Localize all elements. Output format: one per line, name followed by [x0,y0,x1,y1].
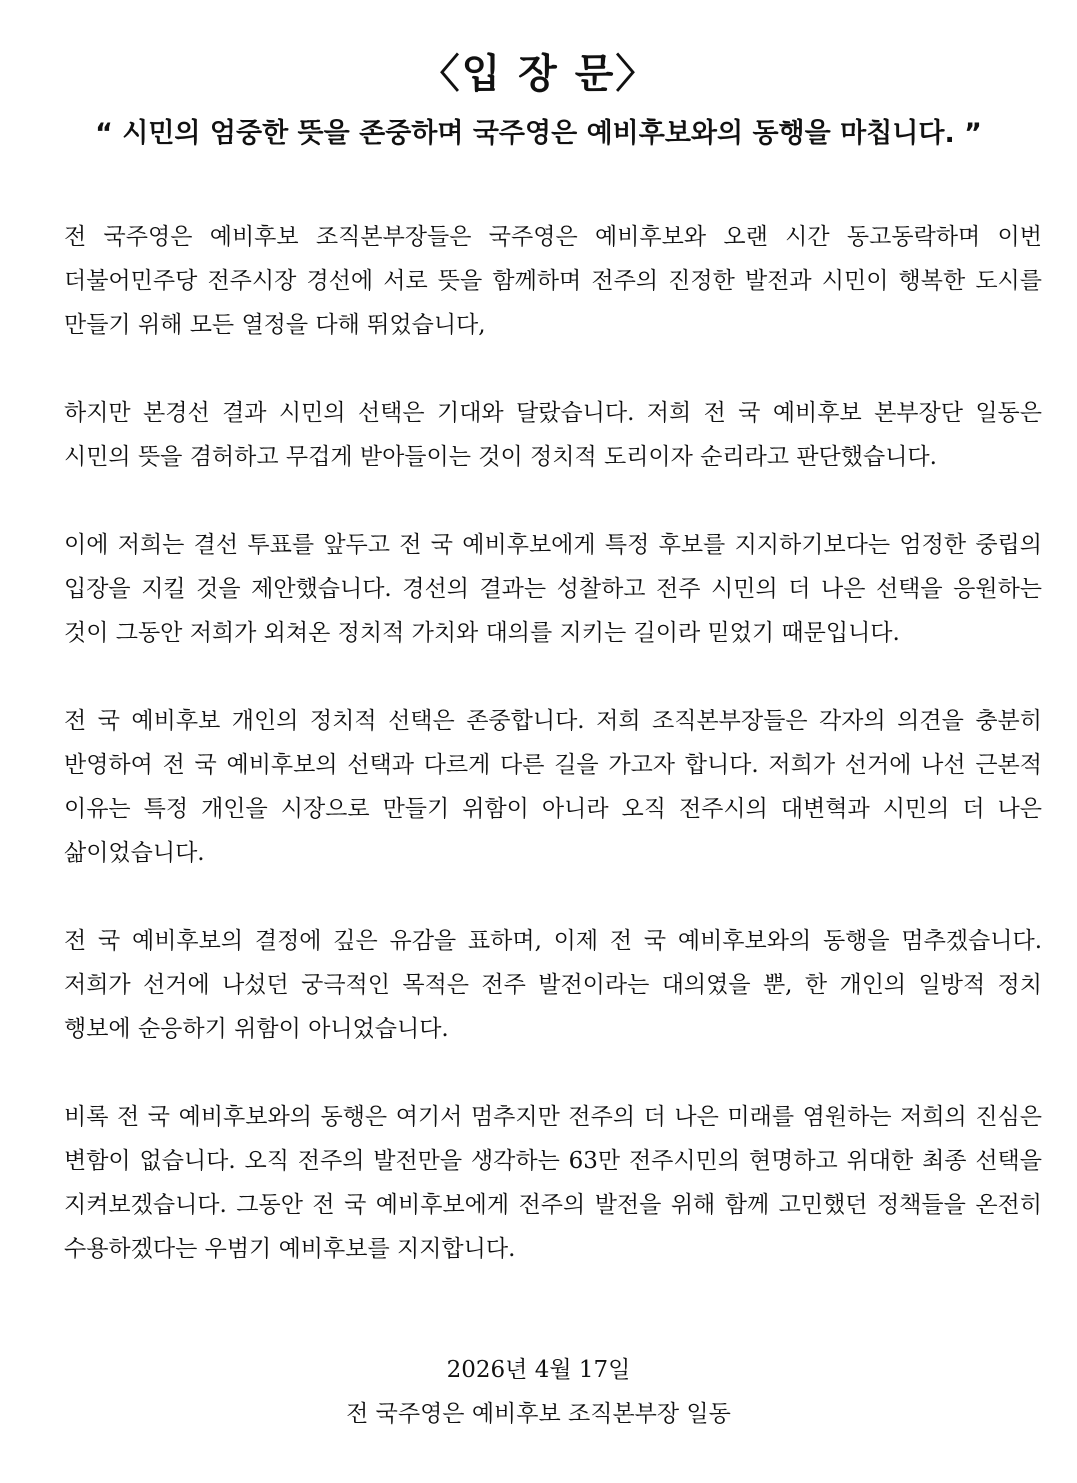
document-body [64,215,1042,1315]
document-footer [0,1348,1077,1436]
paragraph: 전 국주영은 예비후보 조직본부장들은 국주영은 예비후보와 오랜 시간 동고동락하며 이번 더불어민주당 전주시장 경선에 서로 뜻을 함께하며 전주의 진정한 발전과 시민이 행복한 도시를 만들기 위해 모든 열정을 다해 뛰었습니다, [64,224,1042,338]
paragraph: 하지만 본경선 결과 시민의 선택은 기대와 달랐습니다. 저희 전 국 예비후보 본부장단 일동은 시민의 뜻을 겸허하고 무겁게 받아들이는 것이 정치적 도리이자 순리라고 판단했습니다. [64,400,1042,470]
paragraph: 전 국 예비후보 개인의 정치적 선택은 존중합니다. 저희 조직본부장들은 각자의 의견을 충분히 반영하여 전 국 예비후보의 선택과 다르게 다른 길을 가고자 합니다. 저희가 선거에 나선 근본적 이유는 특정 개인을 시장으로 만들기 위함이 아니라 오직 전주시의 대변혁과 시민의 더 나은 삶이었습니다. [64,708,1042,866]
document-title: 〈입 장 문〉 [419,51,658,97]
document-signature: 전 국주영은 예비후보 조직본부장 일동 [346,1401,731,1427]
document-subtitle: “ 시민의 엄중한 뜻을 존중하며 국주영은 예비후보와의 동행을 마칩니다. ” [95,118,982,149]
document-date: 2026년 4월 17일 [446,1357,631,1383]
paragraph: 비록 전 국 예비후보와의 동행은 여기서 멈추지만 전주의 더 나은 미래를 염원하는 저희의 진심은 변함이 없습니다. 오직 전주의 발전만을 생각하는 63만 전주시민의 현명하고 위대한 최종 선택을 지켜보겠습니다. 그동안 전 국 예비후보에게 전주의 발전을 위해 함께 고민했던 정책들을 온전히 수용하겠다는 우범기 예비후보를 지지합니다. [64,1104,1042,1262]
paragraph: 이에 저희는 결선 투표를 앞두고 전 국 예비후보에게 특정 후보를 지지하기보다는 엄정한 중립의 입장을 지킬 것을 제안했습니다. 경선의 결과는 성찰하고 전주 시민의 더 나은 선택을 응원하는 것이 그동안 저희가 외쳐온 정치적 가치와 대의를 지키는 길이라 믿었기 때문입니다. [64,532,1042,646]
paragraph: 전 국 예비후보의 결정에 깊은 유감을 표하며, 이제 전 국 예비후보와의 동행을 멈추겠습니다. 저희가 선거에 나섰던 궁극적인 목적은 전주 발전이라는 대의였을 뿐, 한 개인의 일방적 정치 행보에 순응하기 위함이 아니었습니다. [64,928,1042,1042]
